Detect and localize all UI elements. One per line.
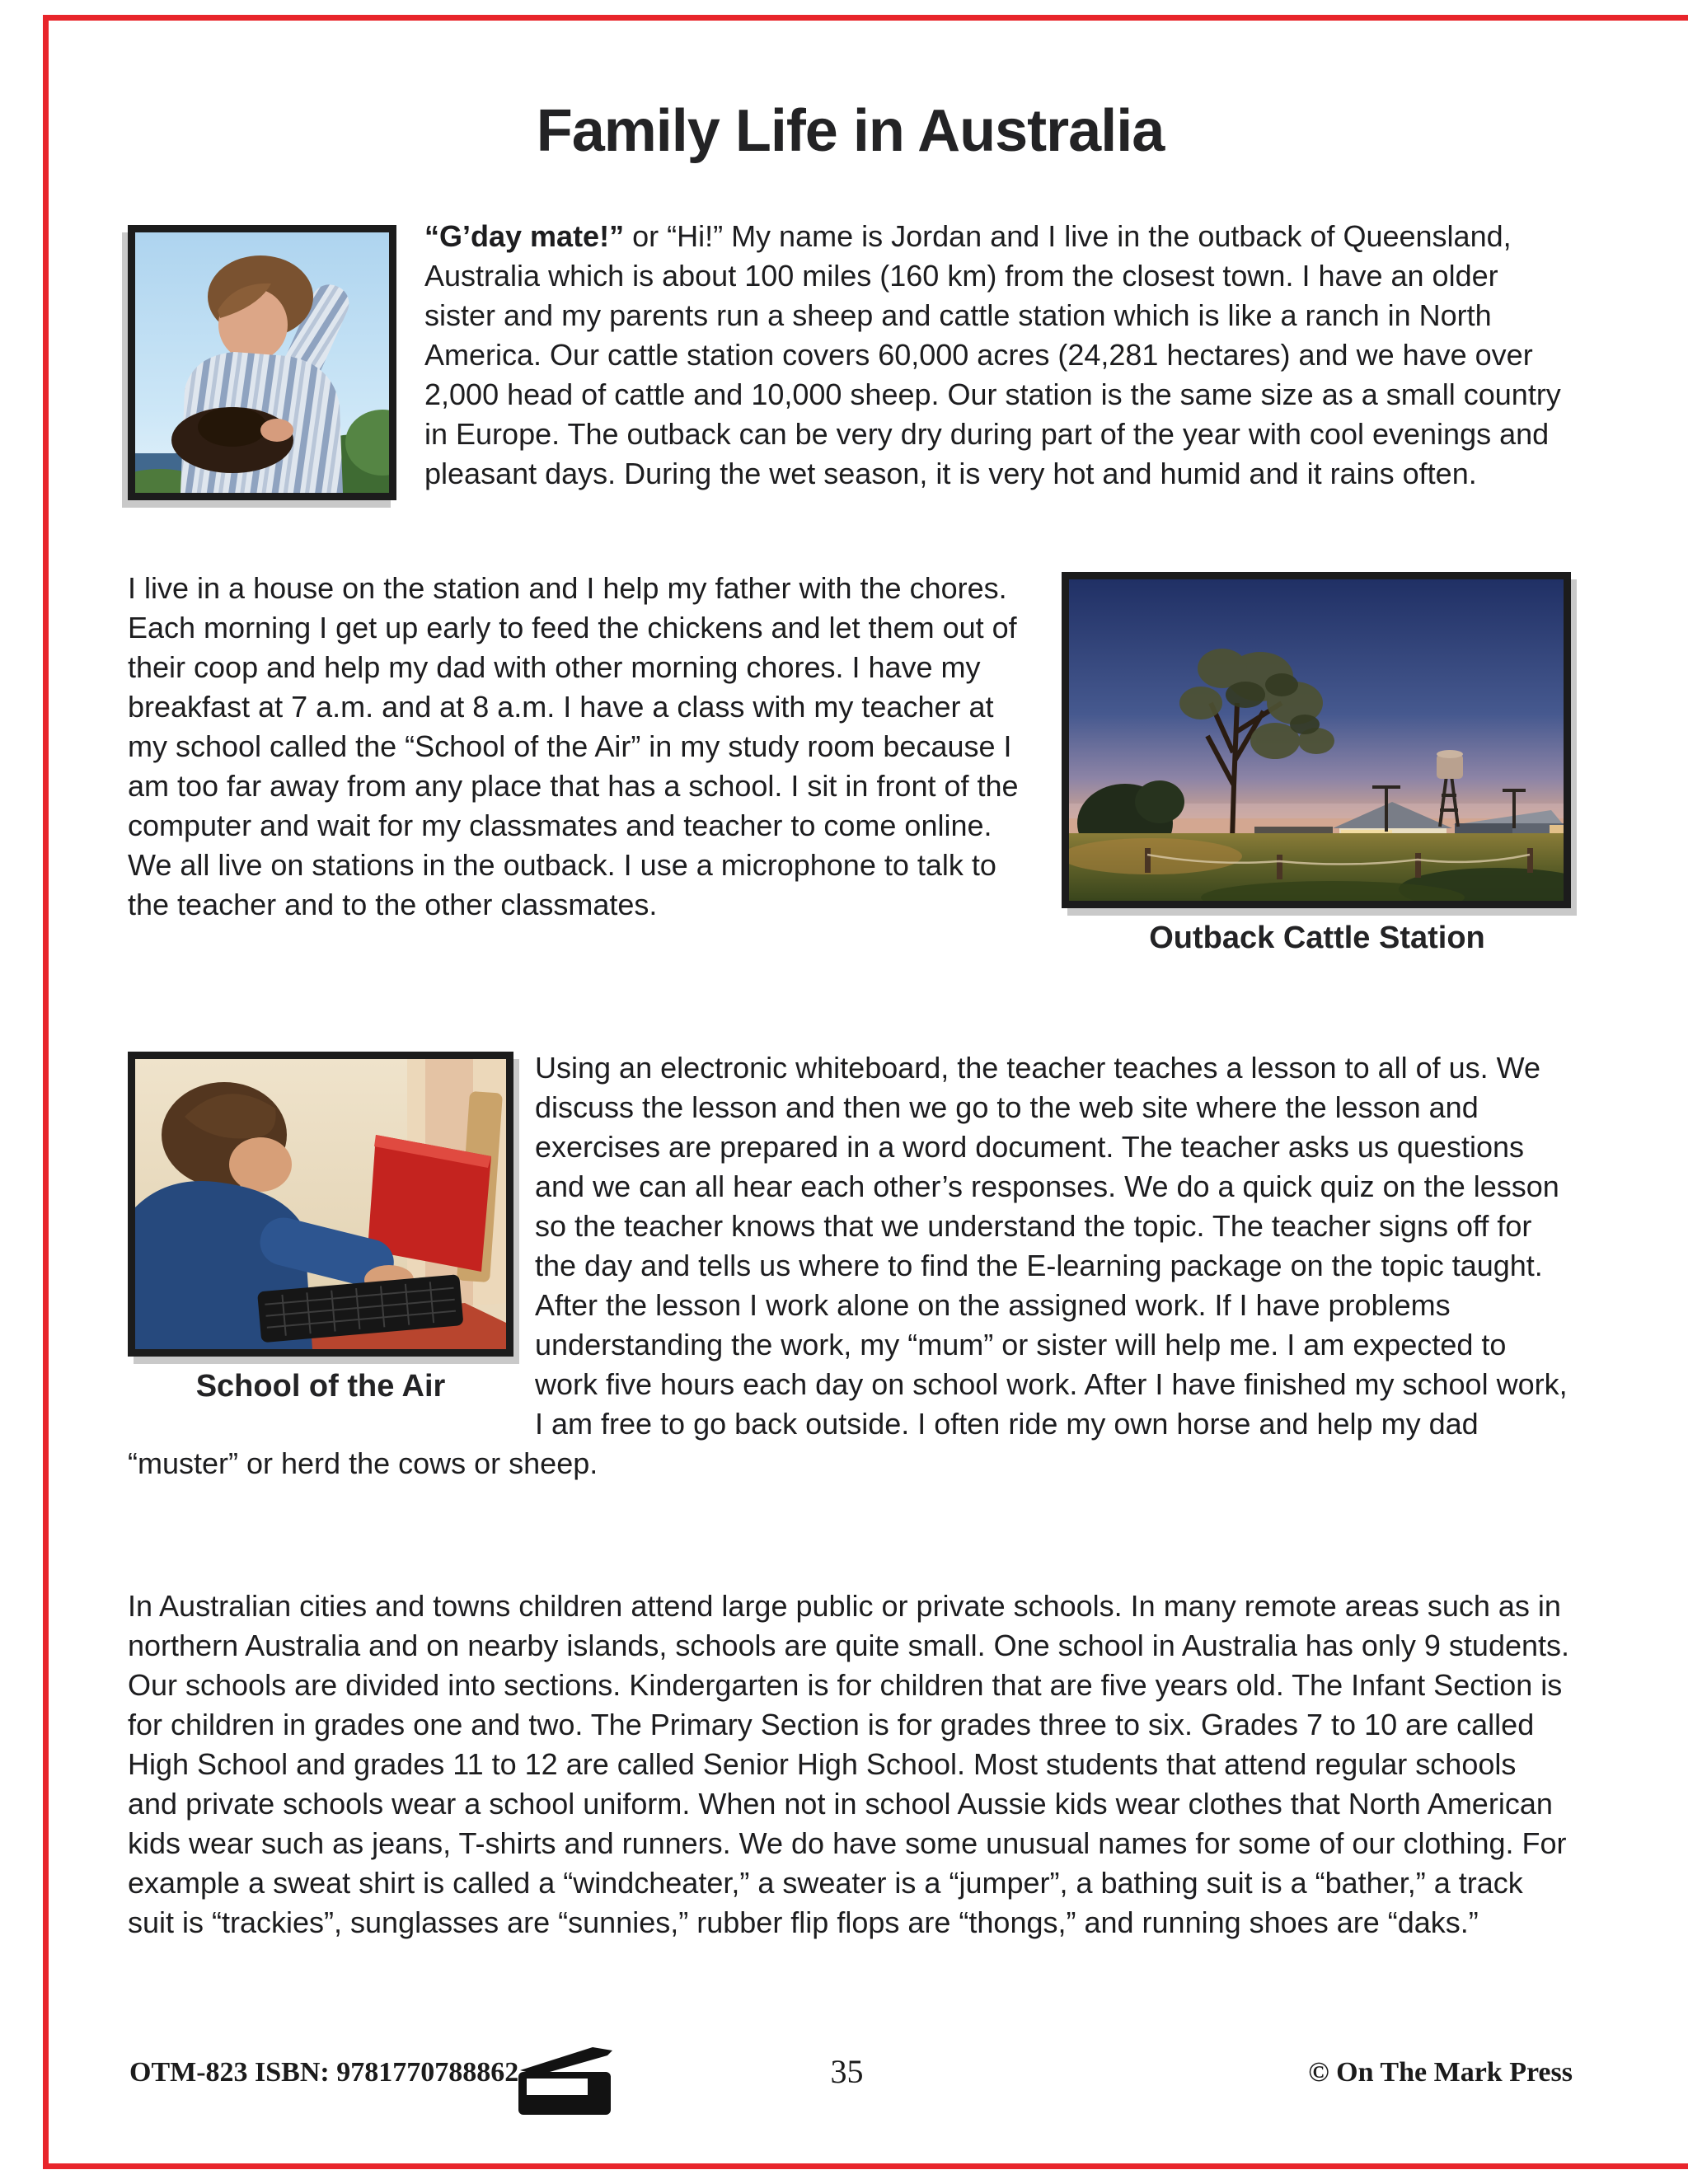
station-section: [128, 569, 1573, 968]
page-border-bottom: [43, 2163, 1688, 2169]
intro-greeting: “G’day mate!”: [424, 219, 625, 253]
page-number: 35: [830, 2053, 864, 2090]
school-of-air-illustration: [135, 1059, 506, 1349]
intro-section: [128, 217, 1573, 515]
boy-at-computer-photo: [128, 1052, 513, 1357]
intro-text: or “Hi!” My name is Jordan and I live in the outback of Queensland, Australia which is about 100 miles (160 km) from the closest town. I have an older sister and my parents run a sheep and cattle station which is like a ranch in North America. Our cattle station covers 60,000 acres (24,281 hectares) and we have over 2,000 head of cattle and 10,000 sheep. Our station is the same size as a small country in Europe. The outback can be very dry during part of the year with cool evenings and pleasant days. During the wet season, it is very hot and humid and it rains often.: [424, 219, 1561, 490]
isbn-code: OTM-823 ISBN: 9781770788862: [129, 2057, 519, 2088]
school-air-paragraph: Using an electronic whiteboard, the teacher teaches a lesson to all of us. We discuss the lesson and then we go to the web site where the lesson and exercises are prepared in a word document. The teacher asks us questions and we can all hear each other’s responses. We do a quick quiz on the lesson so the teacher knows that we understand the topic. The teacher signs off for the day and tells us where to find the E-learning package on the topic taught. After the lesson I work alone on the assigned work. If I have problems understanding the work, my “mum” or sister will help me. I am expected to work five hours each day on school work. After I have finished my school work, I am free to go back outside. I often ride my own horse and help my dad “muster” or herd the cows or sheep.: [128, 1051, 1568, 1480]
printer-copier-icon: [513, 2042, 616, 2118]
station-paragraph: I live in a house on the station and I help my father with the chores. Each morning I get up early to feed the chickens and let them out of their coop and help my dad with other morning chores. I have my breakfast at 7 a.m. and at 8 a.m. I have a class with my teacher at my school called the “School of the Air” in my study room because I am too far away from any place that has a school. I sit in front of the computer and wait for my classmates and teacher to come online. We all live on stations in the outback. I use a microphone to talk to the teacher and to the other classmates.: [128, 571, 1019, 921]
page-border-top: [43, 15, 1688, 21]
page-footer: [128, 2042, 1573, 2125]
school-of-air-figure: [128, 1052, 513, 1404]
page-title: Family Life in Australia: [536, 98, 1165, 164]
copyright: © On The Mark Press: [1308, 2057, 1573, 2088]
school-air-section: [128, 1048, 1573, 1483]
schools-paragraph: In Australian cities and towns children attend large public or private schools. In many remote areas such as in northern Australia and on nearby islands, schools are quite small. One school in Australia has only 9 students. Our schools are divided into sections. Kindergarten is for children that are five years old. The Infant Section is for children in grades one and two. The Primary Section is for grades three to six. Grades 7 to 10 are called High School and grades 11 to 12 are called Senior High School. Most students that attend regular schools and private schools wear a school uniform. When not in school Aussie kids wear clothes that North American kids wear such as jeans, T-shirts and runners. We do have some unusual names for some of our clothing. For example a sweat shirt is called a “windcheater,” a sweater is a “jumper”, a bathing suit is a “bather,” a track suit is “trackies”, sunglasses are “sunnies,” rubber flip flops are “thongs,” and running shoes are “daks.”: [128, 1589, 1570, 1939]
boy-photo-illustration: [135, 232, 389, 493]
boy-with-hat-photo: [128, 225, 396, 500]
school-of-air-caption: School of the Air: [195, 1369, 446, 1404]
cattle-station-caption: Outback Cattle Station: [1149, 921, 1485, 955]
cattle-station-figure: [1062, 572, 1573, 956]
page-border-left: [43, 15, 49, 2169]
cattle-station-illustration: [1069, 579, 1564, 901]
schools-section: [128, 1586, 1573, 1943]
outback-cattle-station-photo: [1062, 572, 1571, 908]
